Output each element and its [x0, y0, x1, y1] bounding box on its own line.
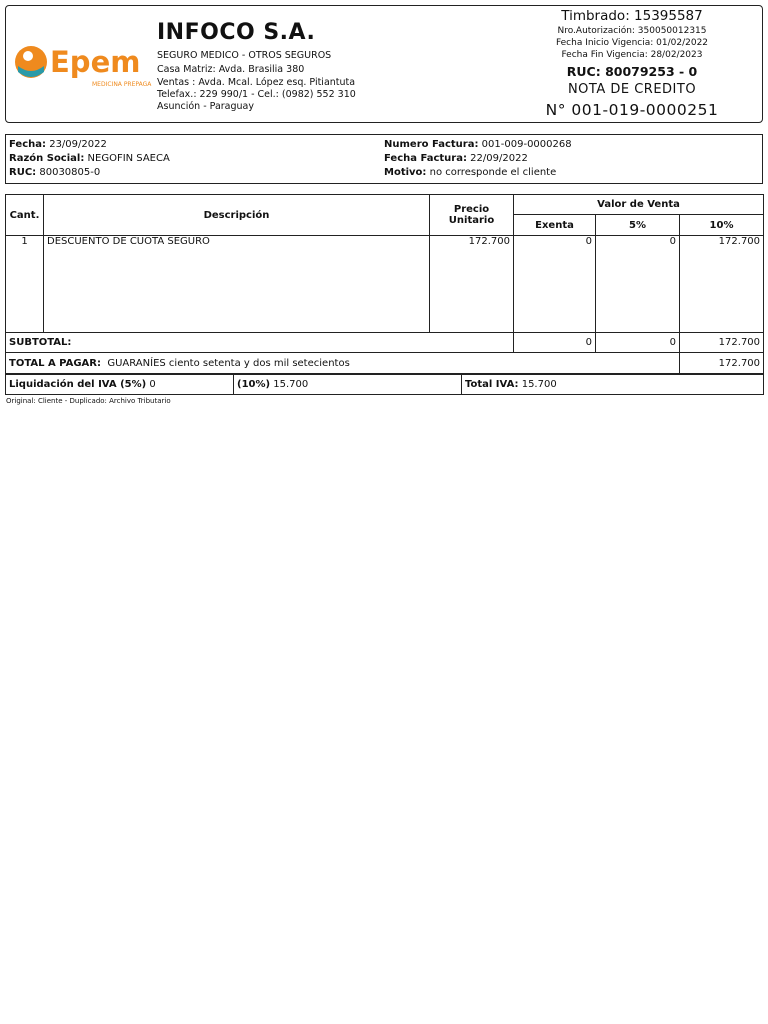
table-row [6, 236, 764, 333]
subtotal-exenta: 0 [514, 333, 596, 353]
motivo-line: Motivo: no corresponde el cliente [384, 167, 557, 178]
validity-start: Fecha Inicio Vigencia: 01/02/2022 [555, 38, 709, 48]
document-type: NOTA DE CREDITO [567, 82, 697, 97]
timbrado: Timbrado: 15395587 [561, 8, 703, 24]
items-table [5, 194, 764, 374]
header-descripcion: Descripción [44, 195, 430, 236]
subtotal-10: 172.700 [680, 333, 764, 353]
iva10-cell: (10%) 15.700 [234, 375, 462, 395]
logo-subtext: MEDICINA PREPAGA [92, 81, 152, 88]
total-value: 172.700 [680, 353, 764, 374]
header-valor-venta: Valor de Venta [514, 195, 764, 215]
client-info [5, 134, 763, 184]
subtotal-label: SUBTOTAL: [6, 333, 514, 353]
epem-logo [14, 42, 154, 90]
validity-end: Fecha Fin Vigencia: 28/02/2023 [561, 50, 703, 60]
row-precio: 172.700 [430, 236, 514, 333]
document-number: N° 001-019-0000251 [545, 101, 719, 119]
header-5: 5% [596, 215, 680, 236]
subtotal-row [6, 333, 764, 353]
company-name: INFOCO S.A. [157, 20, 316, 45]
total-label-cell: TOTAL A PAGAR: GUARANÍES ciento setenta y dos mil setecientos [6, 353, 680, 374]
copy-note: Original: Cliente - Duplicado: Archivo Tributario [6, 397, 171, 405]
invoice-header [5, 5, 763, 123]
company-sales-address: Ventas : Avda. Mcal. López esq. Pitiantuta [157, 77, 356, 88]
row-5: 0 [596, 236, 680, 333]
header-10: 10% [680, 215, 764, 236]
header-precio-unitario: Precio Unitario [430, 195, 514, 236]
client-ruc-line: RUC: 80030805-0 [9, 167, 101, 178]
row-exenta: 0 [514, 236, 596, 333]
iva-total-cell: Total IVA: 15.700 [462, 375, 764, 395]
total-words: GUARANÍES ciento setenta y dos mil setecientos [107, 357, 350, 369]
iva5-cell: Liquidación del IVA (5%) 0 [6, 375, 234, 395]
fecha-factura-line: Fecha Factura: 22/09/2022 [384, 153, 528, 164]
row-cant: 1 [6, 236, 44, 333]
header-cant: Cant. [6, 195, 44, 236]
company-phone: Telefax.: 229 990/1 - Cel.: (0982) 552 310 [157, 89, 356, 100]
subtotal-5: 0 [596, 333, 680, 353]
fecha-line: Fecha: 23/09/2022 [9, 139, 107, 150]
header-exenta: Exenta [514, 215, 596, 236]
company-city: Asunción - Paraguay [157, 101, 254, 112]
company-address: Casa Matriz: Avda. Brasilia 380 [157, 64, 305, 75]
iva-table [5, 374, 764, 395]
logo-text: Epem [50, 45, 141, 79]
numero-factura-line: Numero Factura: 001-009-0000268 [384, 139, 572, 150]
razon-social-line: Razón Social: NEGOFIN SAECA [9, 153, 170, 164]
total-row [6, 353, 764, 374]
row-10: 172.700 [680, 236, 764, 333]
issuer-ruc: RUC: 80079253 - 0 [566, 64, 698, 79]
authorization-number: Nro.Autorización: 350050012315 [557, 26, 707, 36]
company-activity: SEGURO MEDICO - OTROS SEGUROS [157, 50, 332, 61]
row-desc: DESCUENTO DE CUOTA SEGURO [44, 236, 430, 333]
